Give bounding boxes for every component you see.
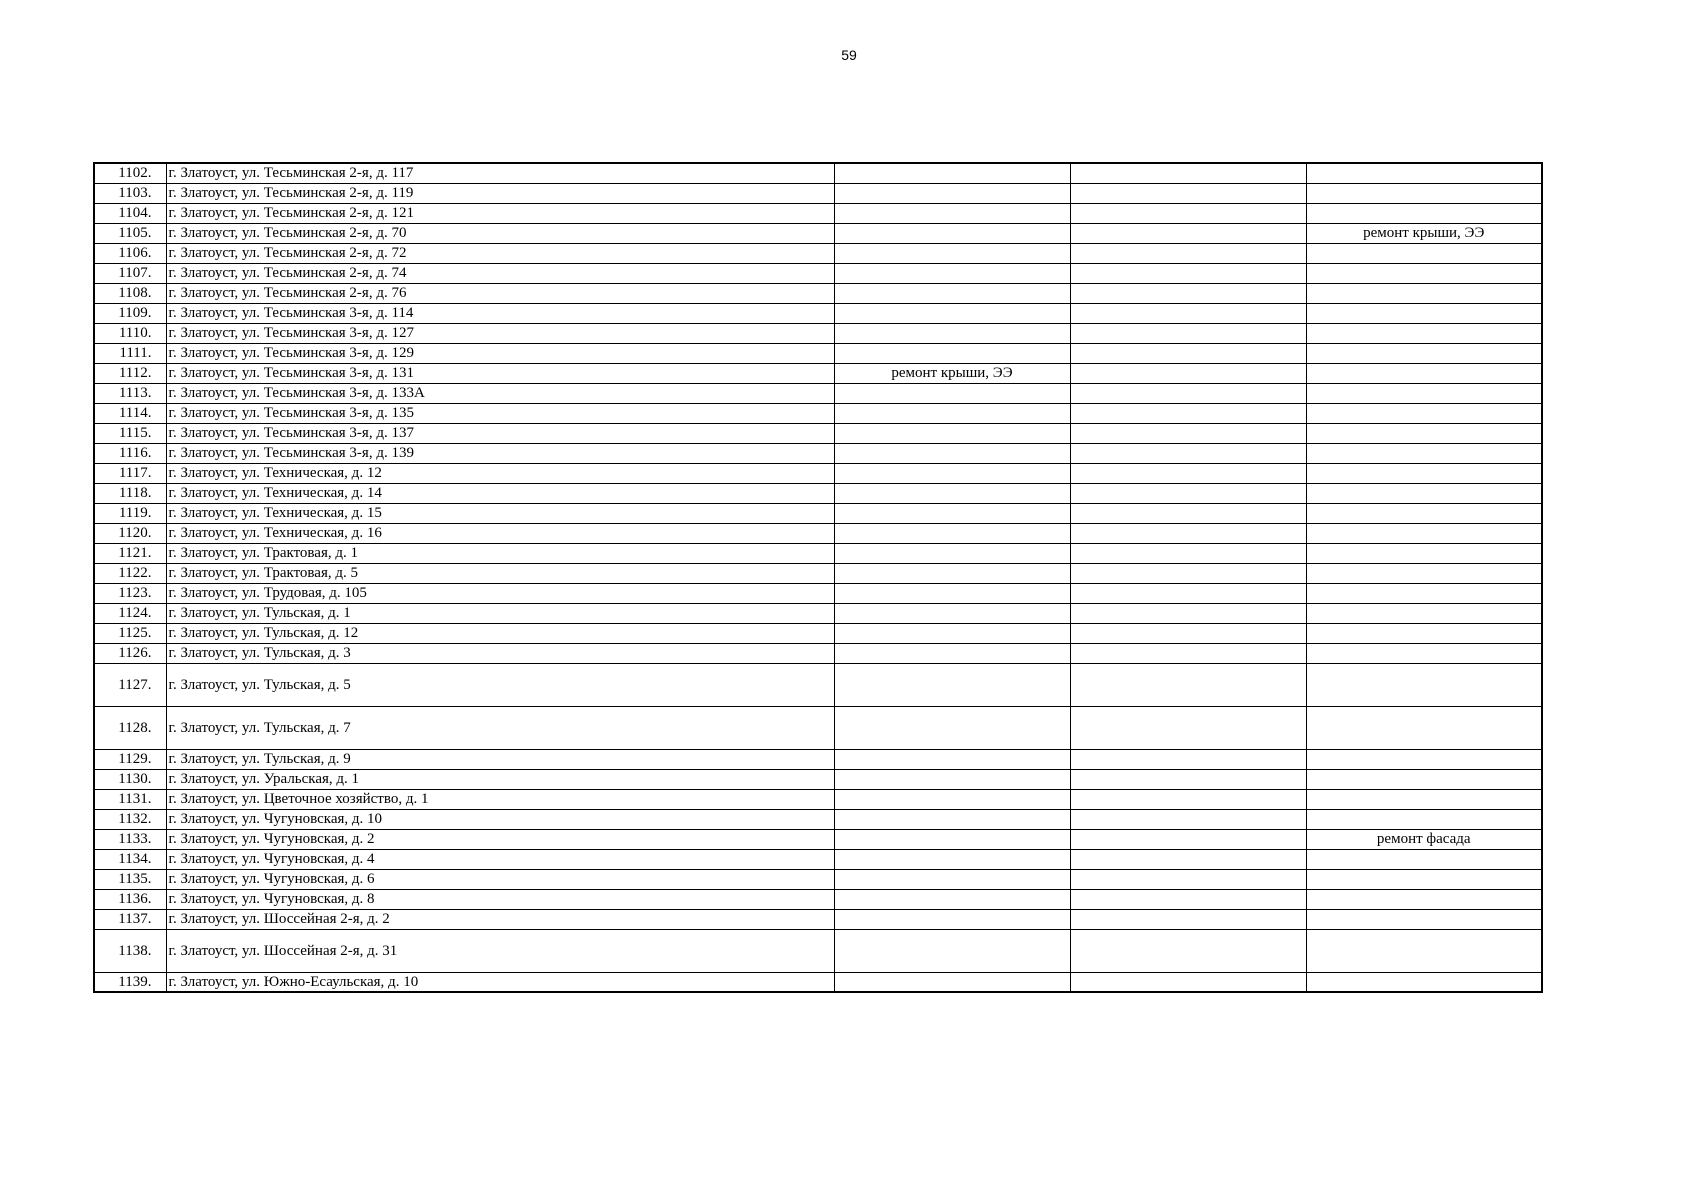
work-type-cell-3 <box>1306 423 1542 443</box>
row-number-cell: 1123. <box>94 583 166 603</box>
row-number-cell: 1134. <box>94 849 166 869</box>
work-type-cell-2 <box>1070 343 1306 363</box>
address-cell: г. Златоуст, ул. Техническая, д. 12 <box>166 463 834 483</box>
work-type-cell-1 <box>834 769 1070 789</box>
work-type-cell-3 <box>1306 543 1542 563</box>
address-cell: г. Златоуст, ул. Тесьминская 3-я, д. 129 <box>166 343 834 363</box>
table-row <box>94 643 1542 663</box>
work-type-cell-3 <box>1306 849 1542 869</box>
row-number-cell: 1127. <box>94 663 166 706</box>
row-number-cell: 1102. <box>94 163 166 183</box>
work-type-cell-2 <box>1070 303 1306 323</box>
address-cell: г. Златоуст, ул. Чугуновская, д. 6 <box>166 869 834 889</box>
work-type-cell-1: ремонт крыши, ЭЭ <box>834 363 1070 383</box>
work-type-cell-2 <box>1070 283 1306 303</box>
address-cell: г. Златоуст, ул. Тульская, д. 1 <box>166 603 834 623</box>
row-number-cell: 1115. <box>94 423 166 443</box>
address-cell: г. Златоуст, ул. Тульская, д. 7 <box>166 706 834 749</box>
table-row <box>94 203 1542 223</box>
address-cell: г. Златоуст, ул. Цветочное хозяйство, д. 1 <box>166 789 834 809</box>
work-type-cell-3 <box>1306 443 1542 463</box>
address-cell: г. Златоуст, ул. Чугуновская, д. 10 <box>166 809 834 829</box>
address-cell: г. Златоуст, ул. Трактовая, д. 5 <box>166 563 834 583</box>
address-cell: г. Златоуст, ул. Тульская, д. 12 <box>166 623 834 643</box>
work-type-cell-3: ремонт фасада <box>1306 829 1542 849</box>
row-number-cell: 1109. <box>94 303 166 323</box>
work-type-cell-3 <box>1306 603 1542 623</box>
address-table <box>93 162 1543 993</box>
work-type-cell-1 <box>834 849 1070 869</box>
work-type-cell-1 <box>834 543 1070 563</box>
work-type-cell-2 <box>1070 463 1306 483</box>
work-type-cell-3 <box>1306 343 1542 363</box>
work-type-cell-3 <box>1306 503 1542 523</box>
row-number-cell: 1107. <box>94 263 166 283</box>
table-row <box>94 623 1542 643</box>
row-number-cell: 1124. <box>94 603 166 623</box>
address-cell: г. Златоуст, ул. Техническая, д. 15 <box>166 503 834 523</box>
work-type-cell-2 <box>1070 263 1306 283</box>
work-type-cell-2 <box>1070 503 1306 523</box>
work-type-cell-2 <box>1070 323 1306 343</box>
work-type-cell-3 <box>1306 706 1542 749</box>
work-type-cell-3 <box>1306 749 1542 769</box>
address-cell: г. Златоуст, ул. Тесьминская 3-я, д. 131 <box>166 363 834 383</box>
address-cell: г. Златоуст, ул. Техническая, д. 16 <box>166 523 834 543</box>
work-type-cell-1 <box>834 283 1070 303</box>
address-cell: г. Златоуст, ул. Тульская, д. 9 <box>166 749 834 769</box>
address-cell: г. Златоуст, ул. Тесьминская 2-я, д. 121 <box>166 203 834 223</box>
row-number-cell: 1104. <box>94 203 166 223</box>
work-type-cell-3 <box>1306 263 1542 283</box>
work-type-cell-3 <box>1306 483 1542 503</box>
row-number-cell: 1106. <box>94 243 166 263</box>
work-type-cell-1 <box>834 749 1070 769</box>
table-row <box>94 323 1542 343</box>
work-type-cell-1 <box>834 663 1070 706</box>
table-body <box>94 163 1542 992</box>
work-type-cell-3 <box>1306 929 1542 972</box>
row-number-cell: 1126. <box>94 643 166 663</box>
table-row <box>94 303 1542 323</box>
work-type-cell-1 <box>834 929 1070 972</box>
table-row <box>94 706 1542 749</box>
work-type-cell-1 <box>834 223 1070 243</box>
work-type-cell-2 <box>1070 929 1306 972</box>
address-cell: г. Златоуст, ул. Тесьминская 3-я, д. 127 <box>166 323 834 343</box>
table-row <box>94 909 1542 929</box>
work-type-cell-2 <box>1070 623 1306 643</box>
work-type-cell-3 <box>1306 869 1542 889</box>
work-type-cell-1 <box>834 789 1070 809</box>
work-type-cell-2 <box>1070 789 1306 809</box>
work-type-cell-2 <box>1070 706 1306 749</box>
table-row <box>94 263 1542 283</box>
work-type-cell-1 <box>834 263 1070 283</box>
row-number-cell: 1113. <box>94 383 166 403</box>
row-number-cell: 1108. <box>94 283 166 303</box>
work-type-cell-1 <box>834 869 1070 889</box>
row-number-cell: 1132. <box>94 809 166 829</box>
address-cell: г. Златоуст, ул. Тесьминская 2-я, д. 119 <box>166 183 834 203</box>
row-number-cell: 1131. <box>94 789 166 809</box>
work-type-cell-3 <box>1306 663 1542 706</box>
table-row <box>94 363 1542 383</box>
row-number-cell: 1136. <box>94 889 166 909</box>
table-row <box>94 769 1542 789</box>
row-number-cell: 1135. <box>94 869 166 889</box>
address-cell: г. Златоуст, ул. Тесьминская 3-я, д. 137 <box>166 423 834 443</box>
table-row <box>94 343 1542 363</box>
work-type-cell-1 <box>834 183 1070 203</box>
table-row <box>94 869 1542 889</box>
row-number-cell: 1125. <box>94 623 166 643</box>
row-number-cell: 1122. <box>94 563 166 583</box>
address-cell: г. Златоуст, ул. Тесьминская 2-я, д. 117 <box>166 163 834 183</box>
work-type-cell-2 <box>1070 423 1306 443</box>
address-cell: г. Златоуст, ул. Тесьминская 2-я, д. 70 <box>166 223 834 243</box>
address-cell: г. Златоуст, ул. Южно-Есаульская, д. 10 <box>166 972 834 992</box>
row-number-cell: 1112. <box>94 363 166 383</box>
row-number-cell: 1119. <box>94 503 166 523</box>
table-row <box>94 403 1542 423</box>
work-type-cell-3 <box>1306 463 1542 483</box>
address-cell: г. Златоуст, ул. Чугуновская, д. 4 <box>166 849 834 869</box>
table-row <box>94 503 1542 523</box>
row-number-cell: 1105. <box>94 223 166 243</box>
table-row <box>94 663 1542 706</box>
work-type-cell-2 <box>1070 543 1306 563</box>
row-number-cell: 1137. <box>94 909 166 929</box>
work-type-cell-3 <box>1306 889 1542 909</box>
address-cell: г. Златоуст, ул. Тесьминская 2-я, д. 72 <box>166 243 834 263</box>
work-type-cell-1 <box>834 972 1070 992</box>
work-type-cell-2 <box>1070 163 1306 183</box>
row-number-cell: 1117. <box>94 463 166 483</box>
address-cell: г. Златоуст, ул. Трактовая, д. 1 <box>166 543 834 563</box>
work-type-cell-2 <box>1070 443 1306 463</box>
row-number-cell: 1120. <box>94 523 166 543</box>
work-type-cell-1 <box>834 483 1070 503</box>
work-type-cell-2 <box>1070 223 1306 243</box>
work-type-cell-2 <box>1070 869 1306 889</box>
address-cell: г. Златоуст, ул. Тесьминская 3-я, д. 135 <box>166 403 834 423</box>
table-row <box>94 183 1542 203</box>
table-row <box>94 383 1542 403</box>
address-cell: г. Златоуст, ул. Уральская, д. 1 <box>166 769 834 789</box>
table-row <box>94 749 1542 769</box>
work-type-cell-2 <box>1070 849 1306 869</box>
work-type-cell-1 <box>834 603 1070 623</box>
work-type-cell-3 <box>1306 523 1542 543</box>
table-row <box>94 583 1542 603</box>
work-type-cell-3 <box>1306 363 1542 383</box>
work-type-cell-3 <box>1306 303 1542 323</box>
work-type-cell-3 <box>1306 203 1542 223</box>
work-type-cell-2 <box>1070 563 1306 583</box>
address-cell: г. Златоуст, ул. Чугуновская, д. 2 <box>166 829 834 849</box>
work-type-cell-2 <box>1070 769 1306 789</box>
address-cell: г. Златоуст, ул. Тесьминская 3-я, д. 133А <box>166 383 834 403</box>
work-type-cell-1 <box>834 829 1070 849</box>
table-row <box>94 849 1542 869</box>
work-type-cell-1 <box>834 706 1070 749</box>
work-type-cell-3 <box>1306 403 1542 423</box>
row-number-cell: 1103. <box>94 183 166 203</box>
work-type-cell-1 <box>834 423 1070 443</box>
work-type-cell-1 <box>834 503 1070 523</box>
work-type-cell-1 <box>834 809 1070 829</box>
work-type-cell-3 <box>1306 769 1542 789</box>
table-row <box>94 283 1542 303</box>
address-cell: г. Златоуст, ул. Тесьминская 2-я, д. 76 <box>166 283 834 303</box>
table-row <box>94 929 1542 972</box>
row-number-cell: 1116. <box>94 443 166 463</box>
work-type-cell-2 <box>1070 809 1306 829</box>
row-number-cell: 1129. <box>94 749 166 769</box>
table-row <box>94 463 1542 483</box>
table-row <box>94 972 1542 992</box>
work-type-cell-2 <box>1070 523 1306 543</box>
row-number-cell: 1139. <box>94 972 166 992</box>
work-type-cell-1 <box>834 203 1070 223</box>
work-type-cell-2 <box>1070 583 1306 603</box>
work-type-cell-1 <box>834 403 1070 423</box>
table-row <box>94 243 1542 263</box>
work-type-cell-1 <box>834 463 1070 483</box>
row-number-cell: 1128. <box>94 706 166 749</box>
work-type-cell-1 <box>834 889 1070 909</box>
table-row <box>94 603 1542 623</box>
work-type-cell-3 <box>1306 909 1542 929</box>
table-row <box>94 889 1542 909</box>
row-number-cell: 1118. <box>94 483 166 503</box>
row-number-cell: 1114. <box>94 403 166 423</box>
work-type-cell-3 <box>1306 643 1542 663</box>
work-type-cell-1 <box>834 523 1070 543</box>
work-type-cell-3 <box>1306 163 1542 183</box>
work-type-cell-2 <box>1070 663 1306 706</box>
work-type-cell-2 <box>1070 363 1306 383</box>
work-type-cell-3 <box>1306 323 1542 343</box>
work-type-cell-2 <box>1070 243 1306 263</box>
work-type-cell-3 <box>1306 972 1542 992</box>
table-row <box>94 563 1542 583</box>
work-type-cell-3 <box>1306 789 1542 809</box>
work-type-cell-2 <box>1070 383 1306 403</box>
address-cell: г. Златоуст, ул. Техническая, д. 14 <box>166 483 834 503</box>
work-type-cell-2 <box>1070 603 1306 623</box>
table-row <box>94 523 1542 543</box>
work-type-cell-1 <box>834 383 1070 403</box>
address-cell: г. Златоуст, ул. Тульская, д. 5 <box>166 663 834 706</box>
work-type-cell-3 <box>1306 563 1542 583</box>
address-cell: г. Златоуст, ул. Шоссейная 2-я, д. 31 <box>166 929 834 972</box>
row-number-cell: 1130. <box>94 769 166 789</box>
work-type-cell-3: ремонт крыши, ЭЭ <box>1306 223 1542 243</box>
table-row <box>94 543 1542 563</box>
work-type-cell-1 <box>834 443 1070 463</box>
work-type-cell-2 <box>1070 972 1306 992</box>
table-row <box>94 423 1542 443</box>
address-cell: г. Златоуст, ул. Тесьминская 3-я, д. 139 <box>166 443 834 463</box>
table-row <box>94 789 1542 809</box>
page-number: 59 <box>841 47 857 63</box>
table-row <box>94 163 1542 183</box>
row-number-cell: 1111. <box>94 343 166 363</box>
work-type-cell-1 <box>834 583 1070 603</box>
work-type-cell-3 <box>1306 183 1542 203</box>
work-type-cell-2 <box>1070 183 1306 203</box>
address-cell: г. Златоуст, ул. Тесьминская 2-я, д. 74 <box>166 263 834 283</box>
work-type-cell-3 <box>1306 623 1542 643</box>
row-number-cell: 1121. <box>94 543 166 563</box>
work-type-cell-2 <box>1070 403 1306 423</box>
table-row <box>94 223 1542 243</box>
work-type-cell-1 <box>834 643 1070 663</box>
table-row <box>94 443 1542 463</box>
work-type-cell-3 <box>1306 583 1542 603</box>
row-number-cell: 1133. <box>94 829 166 849</box>
table-row <box>94 483 1542 503</box>
table-row <box>94 809 1542 829</box>
work-type-cell-1 <box>834 243 1070 263</box>
work-type-cell-1 <box>834 163 1070 183</box>
work-type-cell-2 <box>1070 829 1306 849</box>
address-cell: г. Златоуст, ул. Трудовая, д. 105 <box>166 583 834 603</box>
work-type-cell-1 <box>834 323 1070 343</box>
work-type-cell-2 <box>1070 643 1306 663</box>
work-type-cell-1 <box>834 909 1070 929</box>
table-row <box>94 829 1542 849</box>
row-number-cell: 1110. <box>94 323 166 343</box>
work-type-cell-1 <box>834 563 1070 583</box>
work-type-cell-2 <box>1070 203 1306 223</box>
address-cell: г. Златоуст, ул. Тесьминская 3-я, д. 114 <box>166 303 834 323</box>
work-type-cell-1 <box>834 623 1070 643</box>
row-number-cell: 1138. <box>94 929 166 972</box>
work-type-cell-2 <box>1070 749 1306 769</box>
work-type-cell-3 <box>1306 243 1542 263</box>
address-cell: г. Златоуст, ул. Чугуновская, д. 8 <box>166 889 834 909</box>
work-type-cell-2 <box>1070 889 1306 909</box>
work-type-cell-3 <box>1306 809 1542 829</box>
work-type-cell-2 <box>1070 909 1306 929</box>
address-cell: г. Златоуст, ул. Шоссейная 2-я, д. 2 <box>166 909 834 929</box>
address-cell: г. Златоуст, ул. Тульская, д. 3 <box>166 643 834 663</box>
work-type-cell-1 <box>834 343 1070 363</box>
work-type-cell-1 <box>834 303 1070 323</box>
work-type-cell-3 <box>1306 283 1542 303</box>
work-type-cell-2 <box>1070 483 1306 503</box>
work-type-cell-3 <box>1306 383 1542 403</box>
